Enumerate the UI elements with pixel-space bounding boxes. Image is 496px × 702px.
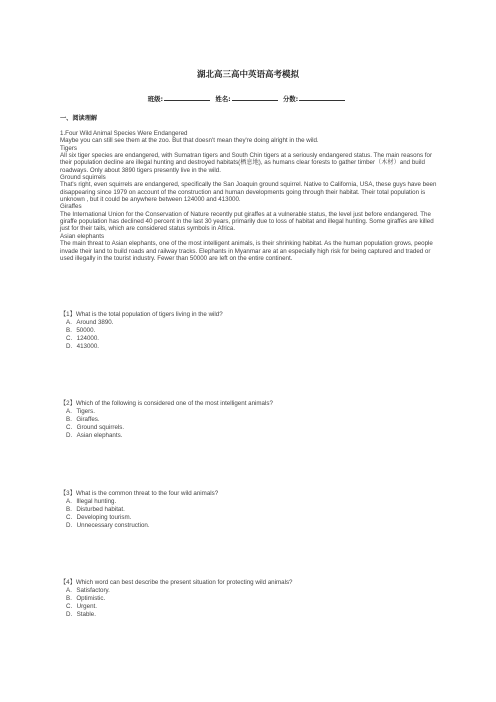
class-label: 班级:	[147, 95, 164, 103]
answer-option: D．Asian elephants.	[66, 431, 123, 439]
answer-option: D．413000.	[66, 342, 100, 350]
question-stem: 【3】What is the common threat to the four wild animals?	[60, 490, 219, 497]
question-stem: 【1】What is the total population of tigers living in the wild?	[60, 311, 223, 318]
answer-option: A．Around 3890.	[66, 318, 114, 326]
student-info-line	[0, 94, 496, 103]
answer-option: A．Satisfactory.	[66, 586, 110, 594]
score-label: 分数:	[282, 95, 299, 103]
elephants-paragraph: The main threat to Asian elephants, one of the most intelligent animals, is their shrinking habitat. As the human population grows, people invade their land to build roads and railway tracks. Elephants in Myanmar are at an especially high risk for being captured and traded or used illegally in the tourist industry. Fewer than 50000 are left on the entire continent.	[60, 240, 433, 262]
name-blank	[232, 94, 278, 101]
giraffes-heading: Giraffes	[60, 203, 82, 211]
passage-intro: 1.Four Wild Animal Species Were Endangered	[60, 130, 188, 137]
name-label: 姓名:	[215, 95, 231, 103]
answer-option: C．Developing tourism.	[66, 513, 132, 521]
answer-option: C．124000.	[66, 334, 100, 342]
answer-option: B．50000.	[66, 326, 96, 334]
answer-option: A．Tigers.	[66, 407, 95, 415]
answer-option: B．Disturbed habitat.	[66, 505, 125, 513]
question-stem: 【2】Which of the following is considered one of the most intelligent animals?	[60, 400, 273, 407]
answer-option: B．Optimistic.	[66, 594, 106, 602]
answer-option: D．Unnecessary construction.	[66, 521, 150, 529]
answer-option: C．Urgent.	[66, 602, 97, 610]
answer-option: C．Ground squirrels.	[66, 423, 125, 431]
answer-option: B．Giraffes.	[66, 415, 100, 423]
score-blank	[299, 94, 345, 101]
answer-option: A．Illegal hunting.	[66, 497, 117, 505]
question-1	[60, 311, 438, 351]
question-2	[60, 400, 438, 440]
elephants-heading: Asian elephants	[60, 232, 105, 240]
squirrels-heading: Ground squirrels	[60, 174, 106, 182]
reading-passage	[60, 130, 438, 262]
giraffes-paragraph: The International Union for the Conservation of Nature recently put giraffes at a vulnerable status, the level just before endangered. The giraffe population has declined 40 percent in the last 30 years, primarily due to loss of habitat and illegal hunting. Some giraffes are killed just for their tails, which are considered status symbols in Africa.	[60, 210, 434, 233]
question-3	[60, 490, 438, 530]
passage-lead: Maybe you can still see them at the zoo. But that doesn't mean they're doing alright in the wild.	[60, 137, 319, 145]
question-4	[60, 579, 438, 619]
tigers-heading: Tigers	[60, 144, 77, 152]
squirrels-paragraph: That's right, even squirrels are endangered, specifically the San Joaquin ground squirrel. Native to California, USA, these guys have been disappearing since 1979 on account of the construction and human developments going through their habitat. Their total population is unknown , but it could be anywhere between 124000 and 413000.	[60, 181, 437, 204]
answer-option: D．Stable.	[66, 610, 96, 618]
tigers-paragraph: All six tiger species are endangered, with Sumatran tigers and South Chin tigers at a seriously endangered status. The main reasons for their population decline are illegal hunting and destroyed habitats(栖息地), as humans clear forests to gather timber（木材）and build roadways. Only about 3890 tigers presently live in the wild.	[60, 152, 433, 174]
section-heading: 一、阅读理解	[60, 115, 98, 122]
class-blank	[164, 94, 210, 101]
page-title: 湖北高三高中英语高考模拟	[196, 70, 299, 80]
question-stem: 【4】Which word can best describe the present situation for protecting wild animals?	[60, 579, 293, 586]
